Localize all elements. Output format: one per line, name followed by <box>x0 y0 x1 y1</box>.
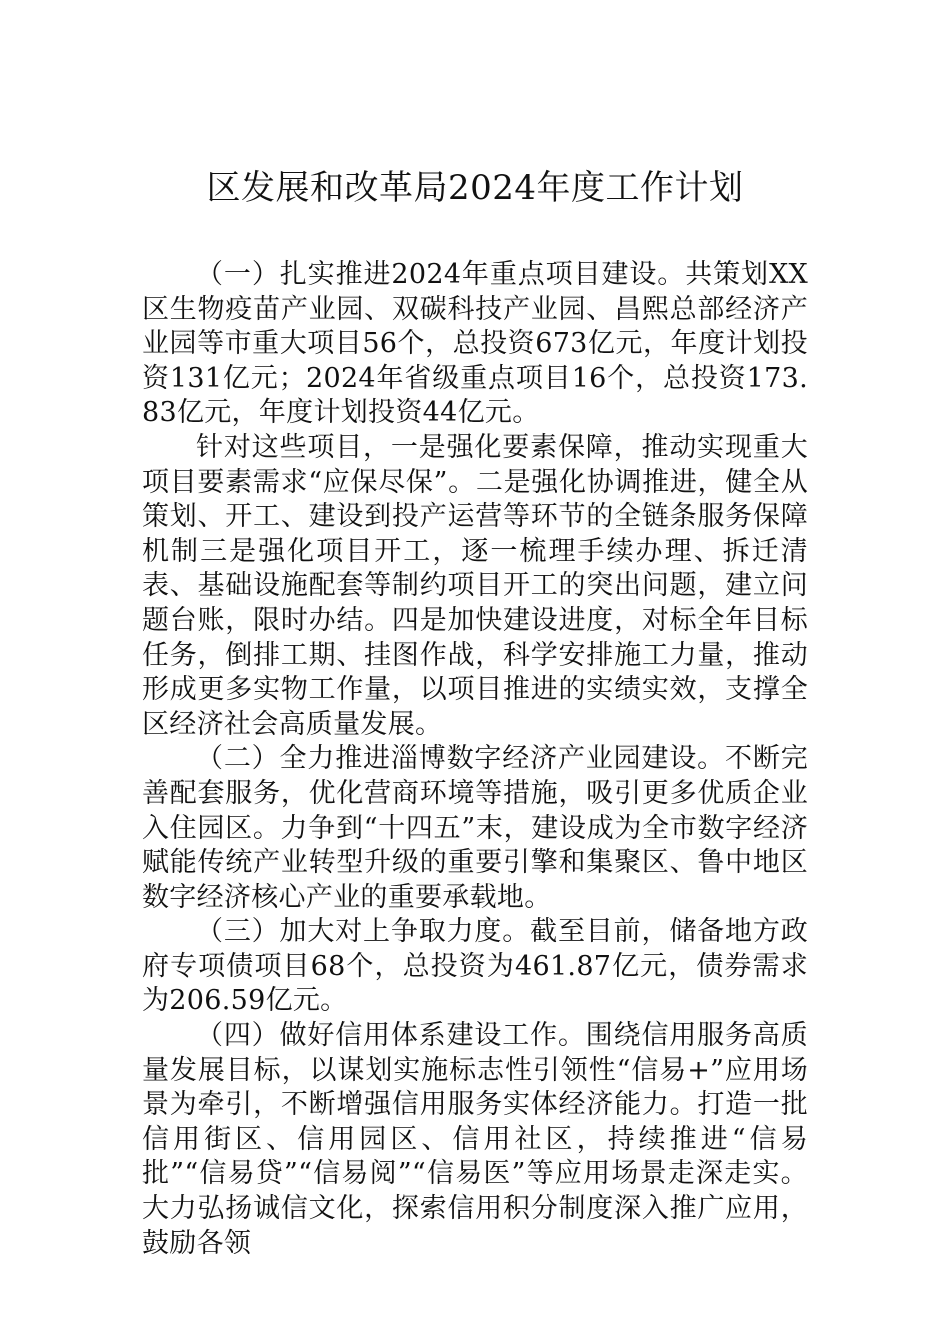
paragraph-3: （二）全力推进淄博数字经济产业园建设。不断完善配套服务，优化营商环境等措施，吸引更多优质企业入住园区。力争到“十四五”末，建设成为全市数字经济赋能传统产业转型升级的重要引擎和集聚区、鲁中地区数字经济核心产业的重要承载地。 <box>142 743 808 913</box>
paragraph-1: （一）扎实推进2024年重点项目建设。共策划XX区生物疫苗产业园、双碳科技产业园、昌熙总部经济产业园等市重大项目56个，总投资673亿元，年度计划投资131亿元；2024年省级重点项目16个，总投资173.83亿元，年度计划投资44亿元。 <box>142 259 808 429</box>
paragraph-5: （四）做好信用体系建设工作。围绕信用服务高质量发展目标，以谋划实施标志性引领性“信易+”应用场景为牵引，不断增强信用服务实体经济能力。打造一批信用街区、信用园区、信用社区，持续推进“信易批”“信易贷”“信易阅”“信易医”等应用场景走深走实。大力弘扬诚信文化，探索信用积分制度深入推广应用，鼓励各领 <box>142 1020 808 1259</box>
paragraph-2: 针对这些项目，一是强化要素保障，推动实现重大项目要素需求“应保尽保”。二是强化协调推进，健全从策划、开工、建设到投产运营等环节的全链条服务保障机制三是强化项目开工，逐一梳理手续办理、拆迁清表、基础设施配套等制约项目开工的突出问题，建立问题台账，限时办结。四是加快建设进度，对标全年目标任务，倒排工期、挂图作战，科学安排施工力量，推动形成更多实物工作量，以项目推进的实绩实效，支撑全区经济社会高质量发展。 <box>142 431 808 740</box>
document-title: 区发展和改革局2024年度工作计划 <box>206 168 744 208</box>
paragraph-4: （三）加大对上争取力度。截至目前，储备地方政府专项债项目68个，总投资为461.87亿元，债券需求为206.59亿元。 <box>142 916 808 1017</box>
document-body <box>142 258 808 1261</box>
